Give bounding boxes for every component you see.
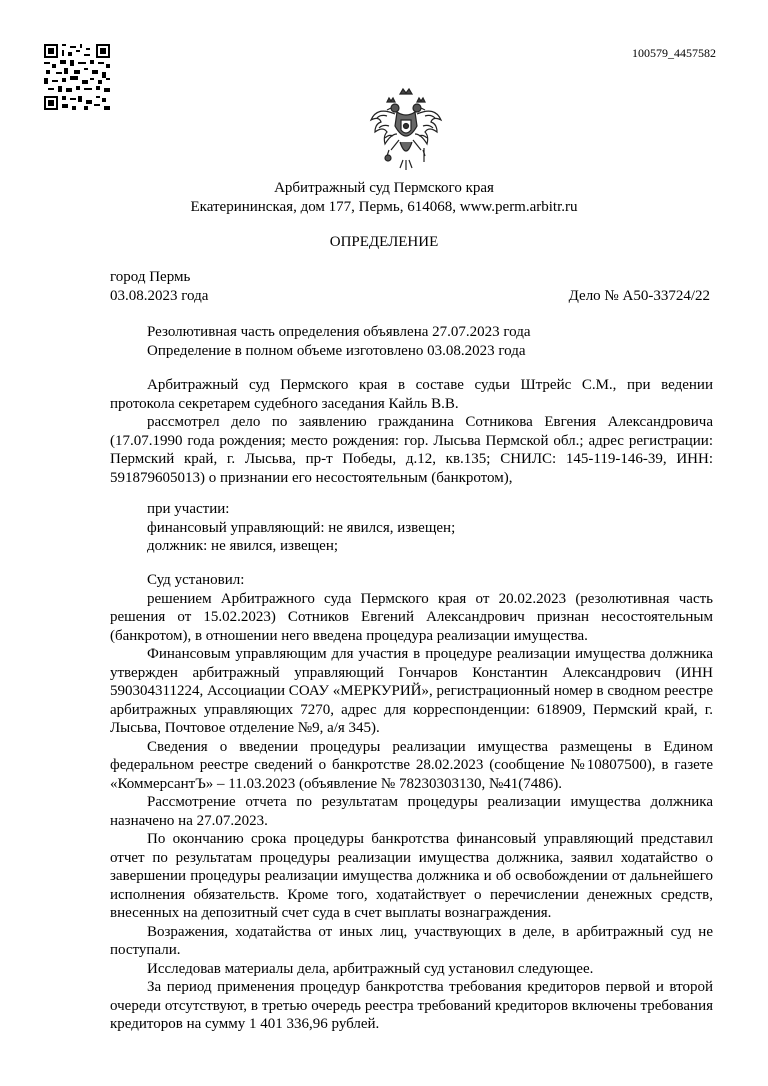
body-paragraph: Финансовым управляющим для участия в процедуре реализации имущества должника утвержден арбитражный управляющий Гончаров Константин Александрович (ИНН 590304311224, Ассоциации СОАУ «МЕРКУРИЙ», регистрационный номер в сводном реестре арбитражных управляющих 7270, адрес для корреспонденции: 618909, Пермский край, г. Лысьва, Почтовое отделение №9, а/я 345). — [110, 646, 713, 736]
body-paragraph: За период применения процедур банкротства требования кредиторов первой и второй очереди отсутствуют, в третью очередь реестра требований кредиторов включены требования кредиторов на сумму 1 401 336,96 рублей. — [110, 979, 713, 1032]
body-paragraph: Возражения, ходатайства от иных лиц, участвующих в деле, в арбитражный суд не поступали. — [110, 923, 713, 958]
document-id: 100579_4457582 — [632, 46, 716, 60]
established-heading: Суд установил: — [147, 572, 245, 588]
intro-paragraph: Арбитражный суд Пермского края в составе судьи Штрейс С.М., при ведении протокола секретарем судебного заседания Кайль В.В. — [110, 377, 713, 412]
body-paragraph: решением Арбитражного суда Пермского края от 20.02.2023 (резолютивная часть решения от 15.02.2023) Сотников Евгений Александрович признан несостоятельным (банкротом), в отношении него введена процедура реализации имущества. — [110, 590, 713, 644]
intro-paragraph: рассмотрел дело по заявлению гражданина Сотникова Евгения Александровича (17.07.1990 года рождения; место рождения: гор. Лысьва Пермской обл.; адрес регистрации: Пермский край, г. Лысьва, пр-т Победы, д.12, кв.135; СНИЛС: 145-119-146-39, ИНН: 591879605013) о признании его несостоятельным (банкротом), — [110, 414, 713, 486]
body-paragraph: Рассмотрение отчета по результатам процедуры реализации имущества должника назначено на 27.07.2023. — [110, 794, 713, 829]
court-address: Екатерининская, дом 177, Пермь, 614068, www.perm.arbitr.ru — [190, 199, 578, 215]
participants-section — [110, 500, 713, 556]
participant-line: должник: не явился, извещен; — [147, 538, 339, 554]
participants-heading: при участии: — [147, 501, 230, 517]
city: город Пермь — [110, 269, 191, 285]
participant-line: финансовый управляющий: не явился, извещен; — [147, 519, 456, 536]
body-paragraph: Исследовав материалы дела, арбитражный суд установил следующее. — [147, 960, 594, 977]
intro-section — [110, 376, 713, 487]
document-date: 03.08.2023 года — [110, 288, 209, 304]
body-paragraph: Сведения о введении процедуры реализации имущества размещены в Едином федеральном реестре сведений о банкротстве 28.02.2023 (сообщение №10807500), в газете «КоммерсантЪ» – 11.03.2023 (объявление № 78230303130, №41(7486). — [110, 738, 713, 792]
coat-of-arms-icon — [367, 86, 445, 174]
document-title: ОПРЕДЕЛЕНИЕ — [329, 234, 439, 250]
case-number: Дело № А50-33724/22 — [568, 288, 710, 304]
announcement-line: Резолютивная часть определения объявлена 27.07.2023 года — [147, 324, 531, 340]
body-paragraph: По окончанию срока процедуры банкротства финансовый управляющий представил отчет по результатам процедуры реализации имущества должника, заявил ходатайство о завершении процедуры реализации имущества должника и об освобождении от дальнейшего исполнения обязательств. Кроме того, ходатайствует о перечислении денежных средств, внесенных на депозитный счет суда в счет выплаты вознаграждения. — [110, 831, 713, 921]
announcement-line: Определение в полном объеме изготовлено 03.08.2023 года — [147, 343, 526, 359]
established-section — [110, 571, 713, 1034]
qr-code-icon — [44, 44, 110, 110]
court-name: Арбитражный суд Пермского края — [274, 180, 494, 196]
